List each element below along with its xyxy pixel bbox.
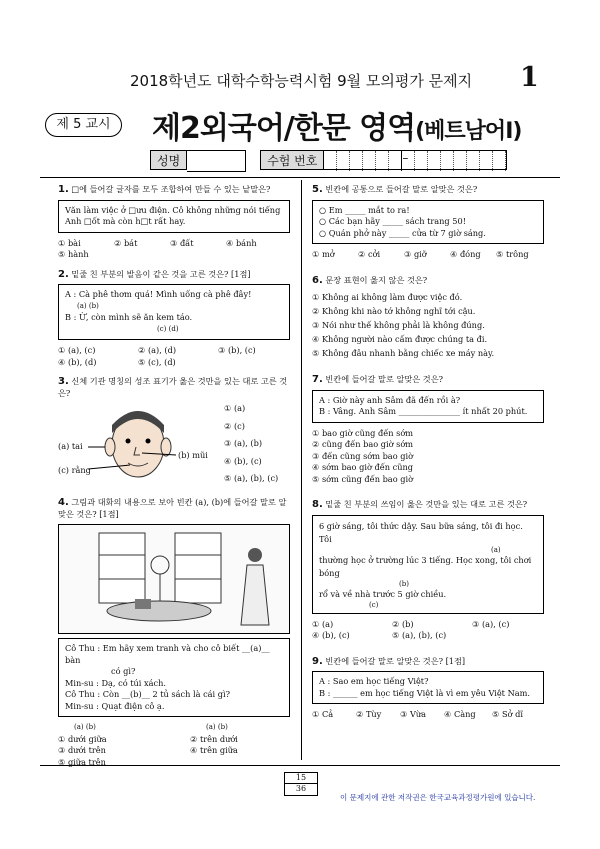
exam-number-field[interactable]: – [324, 150, 507, 170]
page-counter: 15 36 [284, 772, 318, 796]
q9-box: A : Sao em học tiếng Việt? B : ______ em học tiếng Việt là vì em yêu Việt Nam. [312, 671, 544, 704]
q2-box: A : Cà phê thơm quá! Mình uống cà phê đây! (a) (b) B : Ừ, còn mình sẽ ăn kem táo. (c) (d) [58, 284, 290, 340]
question-3: 3. 신체 기관 명칭의 성조 표기가 옳은 것만을 있는 대로 고른 것은? (a) tai (b) mũi (c) rằng ① (a) ② (c) ③ (a), (b) ④ (b), (c) ⑤ (a), (b), (c) [58, 376, 290, 491]
exam-number-label: 수험 번호 [260, 150, 324, 170]
label-c: (c) rằng [58, 465, 91, 475]
q3-options[interactable]: ① (a) ② (c) ③ (a), (b) ④ (b), (c) ⑤ (a), (b), (c) [224, 403, 279, 484]
page-number: 1 [520, 62, 539, 93]
column-divider [301, 180, 302, 760]
exam-title: 2018학년도 대학수학능력시험 9월 모의평가 문제지 [130, 72, 473, 90]
subject-title: 제2외국어/한문 영역(베트남어Ⅰ) [152, 111, 522, 146]
q8-box: 6 giờ sáng, tôi thức dậy. Sau bữa sáng, tôi đi học. Tôi (a) thường học ở trường lúc 3 tiếng. Học xong, tôi chơi bóng (b) rổ và về nhà trước 5 giờ chiều. (c) [312, 515, 544, 614]
q6-options[interactable]: ① Không ai không làm được việc đó. ② Không khi nào tớ không nghĩ tới cậu. ③ Nói như thế không phải là không đúng. ④ Không người nào cấm được chúng ta đi. ⑤ Không đâu nhanh bằng chiếc xe máy này. [312, 292, 495, 358]
label-a: (a) tai [58, 441, 83, 451]
right-column [312, 184, 544, 721]
question-1: 1. □에 들어갈 글자를 모두 조합하여 만들 수 있는 낱말은? Văn làm việc ở □ưu điện. Cô không những nói tiếng Anh □ốt mà còn h□t rất hay. ① bài ② bát ③ đất ④ bánh ⑤ hành [58, 184, 290, 261]
question-7: 7. 빈칸에 들어갈 말로 알맞은 것은? A : Giờ này anh Sâm đã đến rồi à? B : Vâng. Anh Sâm _______________ ít nhất 20 phút. ① bao giờ cũng đến sớm ② cũng đến bao giờ sớm ③ đến cũng sớm bao giờ ④ sớm bao giờ đến cũng ⑤ sớm cũng đến bao giờ [312, 374, 544, 485]
face-illustration [58, 403, 218, 491]
question-4: 4. 그림과 대화의 내용으로 보아 빈칸 (a), (b)에 들어갈 말로 알맞은 것은? [1점] Cô Thu : Em hãy xem tranh và cho cô biết __(a)__ bàn có gì? Min-su : Dạ, có túi xách. Cô Thu : Còn __(b)__ 2 tủ sách là cái gì? Min-su : Quạt điện cô ạ. (a) (b) (a) (b) ① dưới giữa ② trên dưới ③ dưới trên ④ trên giữa ⑤ giữa trên [58, 497, 290, 768]
classroom-drawing [59, 525, 289, 631]
q7-box: A : Giờ này anh Sâm đã đến rồi à? B : Vâng. Anh Sâm _______________ ít nhất 20 phút. [312, 390, 544, 423]
q5-options[interactable]: ① mở ② cởi ③ giỡ ④ đóng ⑤ trông [312, 249, 529, 259]
copyright-notice: 이 문제지에 관한 저작권은 한국교육과정평가원에 있습니다. [340, 793, 536, 802]
q4-options[interactable]: ① dưới giữa ② trên dưới ③ dưới trên ④ trên giữa ⑤ giữa trên [58, 733, 238, 767]
q2-options[interactable]: ① (a), (c) ② (a), (d) ③ (b), (c) ④ (b), (d) ⑤ (c), (d) [58, 345, 256, 367]
question-2: 2. 밑줄 친 부분의 발음이 같은 것을 고른 것은? [1점] A : Cà phê thơm quá! Mình uống cà phê đây! (a) (b) B : Ừ, còn mình sẽ ăn kem táo. (c) (d) ① (a), (c) ② (a), (d) ③ (b), (c) ④ (b), (d) ⑤ (c), (d) [58, 269, 290, 369]
question-9: 9. 빈칸에 들어갈 말로 알맞은 것은? [1점] A : Sao em học tiếng Việt? B : ______ em học tiếng Việt là vì em yêu Việt Nam. ① Cả ② Tùy ③ Vừa ④ Càng ⑤ Sở dĩ [312, 656, 544, 721]
name-label: 성명 [150, 150, 187, 170]
q1-options[interactable]: ① bài ② bát ③ đất ④ bánh ⑤ hành [58, 237, 257, 259]
q4-dialogue: Cô Thu : Em hãy xem tranh và cho cô biết __(a)__ bàn có gì? Min-su : Dạ, có túi xách. Cô Thu : Còn __(b)__ 2 tủ sách là cái gì? Min-su : Quạt điện cô ạ. [58, 638, 290, 717]
name-number-bar [150, 150, 507, 170]
q7-options[interactable]: ① bao giờ cũng đến sớm ② cũng đến bao giờ sớm ③ đến cũng sớm bao giờ ④ sớm bao giờ đến cũng ⑤ sớm cũng đến bao giờ [312, 427, 414, 484]
question-6: 6. 문장 표현이 옳지 않은 것은? ① Không ai không làm được việc đó. ② Không khi nào tớ không nghĩ tới cậu. ③ Nói như thế không phải là không đúng. ④ Không người nào cấm được chúng ta đi. ⑤ Không đâu nhanh bằng chiếc xe máy này. [312, 275, 544, 361]
q8-options[interactable]: ① (a) ② (b) ③ (a), (c) ④ (b), (c) ⑤ (a), (b), (c) [312, 618, 510, 640]
session-badge: 제 5 교시 [45, 113, 122, 137]
name-field[interactable] [187, 150, 246, 172]
question-8: 8. 밑줄 친 부분의 쓰임이 옳은 것만을 있는 대로 고른 것은? 6 giờ sáng, tôi thức dậy. Sau bữa sáng, tôi đi học. Tôi (a) thường học ở trường lúc 3 tiếng. Học xong, tôi chơi bóng (b) rổ và về nhà trước 5 giờ chiều. (c) ① (a) ② (b) ③ (a), (c) ④ (b), (c) ⑤ (a), (b), (c) [312, 499, 544, 642]
question-5: 5. 빈칸에 공통으로 들어갈 말로 알맞은 것은? ○ Em _____ mắt to ra! ○ Các bạn hãy _____ sách trang 50! ○ Quán phở này _____ cửa từ 7 giờ sáng. ① mở ② cởi ③ giỡ ④ đóng ⑤ trông [312, 184, 544, 261]
label-b: (b) mũi [178, 450, 208, 460]
classroom-illustration [58, 524, 290, 634]
top-rule [40, 177, 560, 178]
q1-box: Văn làm việc ở □ưu điện. Cô không những nói tiếng Anh □ốt mà còn h□t rất hay. [58, 200, 290, 233]
q9-options[interactable]: ① Cả ② Tùy ③ Vừa ④ Càng ⑤ Sở dĩ [312, 709, 523, 719]
left-column [58, 184, 290, 768]
q5-box: ○ Em _____ mắt to ra! ○ Các bạn hãy _____ sách trang 50! ○ Quán phở này _____ cửa từ 7 giờ sáng. [312, 200, 544, 245]
q4-option-header: (a) (b) (a) (b) [74, 723, 228, 731]
